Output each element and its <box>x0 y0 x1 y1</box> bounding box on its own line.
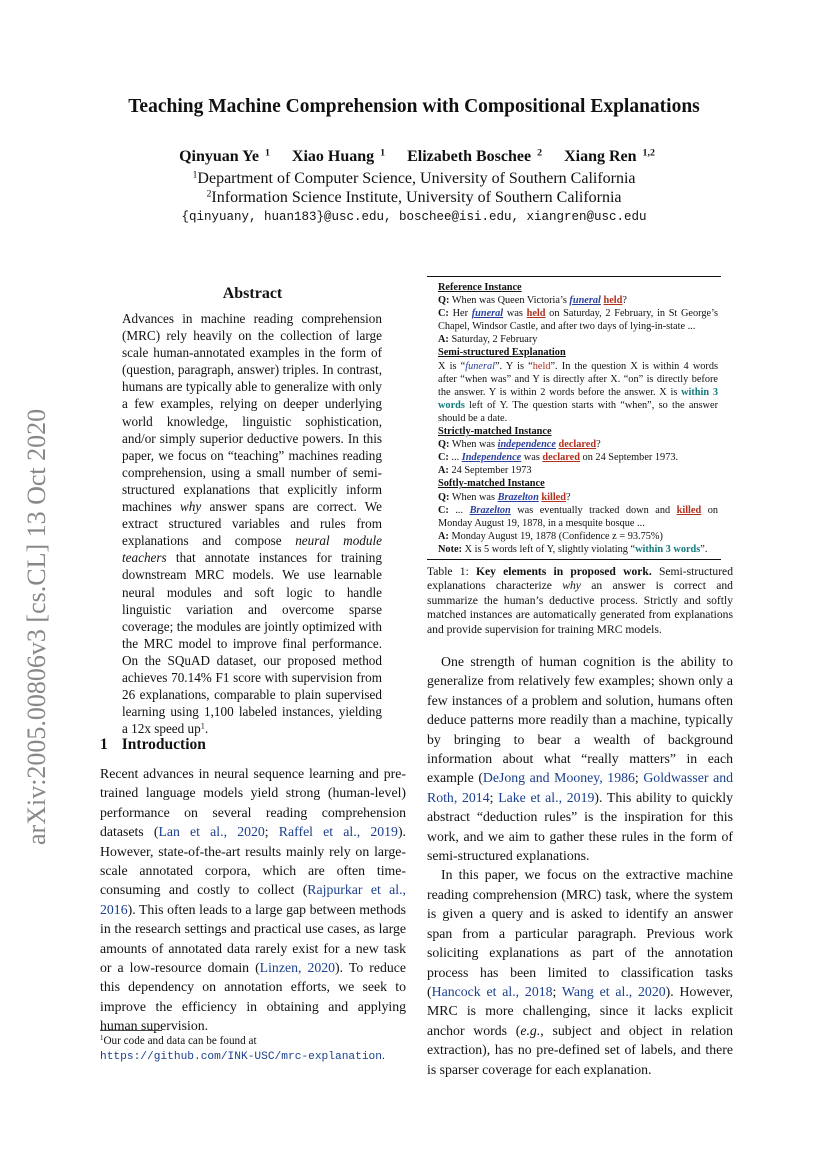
citation-link[interactable]: Wang et al., 2020 <box>561 983 666 999</box>
citation-link[interactable]: Lake et al., 2019 <box>498 789 595 805</box>
citation-link[interactable]: Rajpurkar et al., 2016 <box>100 882 406 917</box>
table-top-rule <box>427 276 721 277</box>
table-caption: Table 1: Key elements in proposed work. Semi-structured explanations characterize why an answer is correct and summarize the human’s deductive process. Strictly and softly matched instances are automatically generated from explanations and provide supervision for training MRC models. <box>427 565 733 636</box>
strict-context: C: ... Independence was declared on 24 September 1973. <box>438 452 679 464</box>
abstract-body: Advances in machine reading comprehension (MRC) rely heavily on the collection of large scale human-annotated examples in the form of (question, paragraph, answer) triples. In contrast, humans are typically able to generalize with only a few examples, relying on deeper underlying world knowledge, linguistic sophistication, and/or simply superior deductive powers. In this paper, we focus on “teaching” machines reading comprehension, using a small number of semi-structured explanations that explicitly inform machines why answer spans are correct. We extract structured variables and rules from explanations and compose neural module teachers that annotate instances for training downstream MRC models. We use learnable neural modules and soft logic to handle linguistic variation and overcome sparse coverage; the modules are jointly optimized with the MRC model to improve final performance. On the SQuAD dataset, our proposed method achieves 70.14% F1 score with supervision from 26 explanations, comparable to plain supervised learning using 1,100 labeled instances, yielding a 12x speed $up^1$. <box>122 311 382 737</box>
soft-note: Note: X is 5 words left of Y, slightly violating “within 3 words”. <box>438 543 708 555</box>
strict-question: Q: When was independence declared? <box>438 439 601 451</box>
right-column-body <box>427 652 733 1079</box>
affiliation-2: $^2$Information Science Institute, University of Southern California <box>206 188 622 206</box>
semi-structured-explanation-heading: Semi-structured Explanation <box>438 347 566 359</box>
affiliation-1: $^1$Department of Computer Science, University of Southern California <box>192 169 636 187</box>
reference-instance-heading: Reference Instance <box>438 282 522 293</box>
reference-question: Q: When was Queen Victoria’s funeral held? <box>438 295 627 307</box>
reference-context: C: Her funeral was held on Saturday, 2 February, in St George’s Chapel, Windsor Castle, and after two days of lying-in-state ... <box>438 308 718 333</box>
paragraph-human-cognition: One strength of human cognition is the ability to generalize from relatively few examples; shown only a few instances of a problem and solution, humans often deduce patterns more readily than a machine, typically by bringing to bear a wealth of background information about what “really matters” in each example (DeJong and Mooney, 1986; Goldwasser and Roth, 2014; Lake et al., 2019). This ability to quickly abstract “deduction rules” is the inspiration for this work, and we aim to gather these rules in the form of semi-structured explanations. <box>427 654 733 864</box>
footnote: $^1$Our code and data can be found at https://github.com/INK-USC/mrc-explanation. <box>100 1034 385 1063</box>
softly-matched-heading: Softly-matched Instance <box>438 478 545 490</box>
author-3: Elizabeth Boschee $^2$ <box>407 147 543 165</box>
author-list <box>0 148 828 166</box>
citation-link[interactable]: DeJong and Mooney, 1986 <box>482 770 635 786</box>
soft-context: C: ... Brazelton was eventually tracked down and killed on Monday August 19, 1878, in a mesquite bosque ... <box>438 504 718 529</box>
soft-answer: A: Monday August 19, 1878 (Confidence z = 93.75%) <box>438 530 663 542</box>
arxiv-sidebar-id: arXiv:2005.00806v3 [cs.CL] 13 Oct 2020 <box>22 408 51 845</box>
strict-answer: A: 24 September 1973 <box>438 465 532 477</box>
abstract-heading: Abstract <box>222 285 283 302</box>
author-emails: {qinyuany, huan183}@usc.edu, boschee@isi.edu, xiangren@usc.edu <box>181 210 647 224</box>
introduction-paragraph: Recent advances in neural sequence learning and pre-trained language models yield strong (human-level) performance on several reading comprehension datasets (Lan et al., 2020; Raffel et al., 2019). However, state-of-the-art results mainly rely on large-scale annotated corpora, which are often time-consuming and costly to collect (Rajpurkar et al., 2016). This often leads to a large gap between methods in the research settings and practical use cases, as large amounts of annotated data rarely exist for a new task or a low-resource domain (Linzen, 2020). To reduce this dependency on annotation efforts, we seek to improve the efficiency in obtaining and applying human supervision. <box>100 766 406 1034</box>
author-4: Xiang Ren $^{1,2}$ <box>564 147 655 165</box>
citation-link[interactable]: Lan et al., 2020 <box>158 824 265 840</box>
citation-link[interactable]: Linzen, 2020 <box>259 960 336 976</box>
citation-link[interactable]: Hancock et al., 2018 <box>431 983 553 999</box>
author-2: Xiao Huang $^1$ <box>291 147 386 165</box>
paper-title: Teaching Machine Comprehension with Compositional Explanations <box>128 96 700 117</box>
strictly-matched-heading: Strictly-matched Instance <box>438 426 552 438</box>
paragraph-mrc-task: In this paper, we focus on the extractive machine reading comprehension (MRC) task, where the system is given a query and is asked to identify an answer span from a particular paragraph. Previous work soliciting explanations as part of the annotation process has been limited to classification tasks (Hancock et al., 2018; Wang et al., 2020). However, MRC is more challenging, since it lacks explicit anchor words (e.g., subject and object in relation extraction), has no pre-defined set of labels, and there is sparser coverage for each explanation. <box>427 867 733 1077</box>
reference-answer: A: Saturday, 2 February <box>438 334 538 346</box>
code-url-link[interactable]: https://github.com/INK-USC/mrc-explanation <box>100 1050 382 1063</box>
soft-question: Q: When was Brazelton killed? <box>438 491 571 503</box>
citation-link[interactable]: Goldwasser and Roth, 2014 <box>427 770 733 805</box>
footnote-rule <box>100 1030 162 1031</box>
semi-structured-explanation: X is “funeral”. Y is “held”. In the question X is within 4 words after “when was” and Y is directly after X. “on” is directly before the answer. Y is within 2 words before the answer. X is within 3 words left of Y. The question starts with “when”, so the answer should be a date. <box>438 360 719 424</box>
section-heading-introduction: 1 Introduction <box>100 736 206 753</box>
author-1: Qinyuan Ye $^1$ <box>179 147 270 165</box>
citation-link[interactable]: Raffel et al., 2019 <box>278 824 398 840</box>
example-table <box>438 281 718 556</box>
table-bottom-rule <box>427 559 721 560</box>
